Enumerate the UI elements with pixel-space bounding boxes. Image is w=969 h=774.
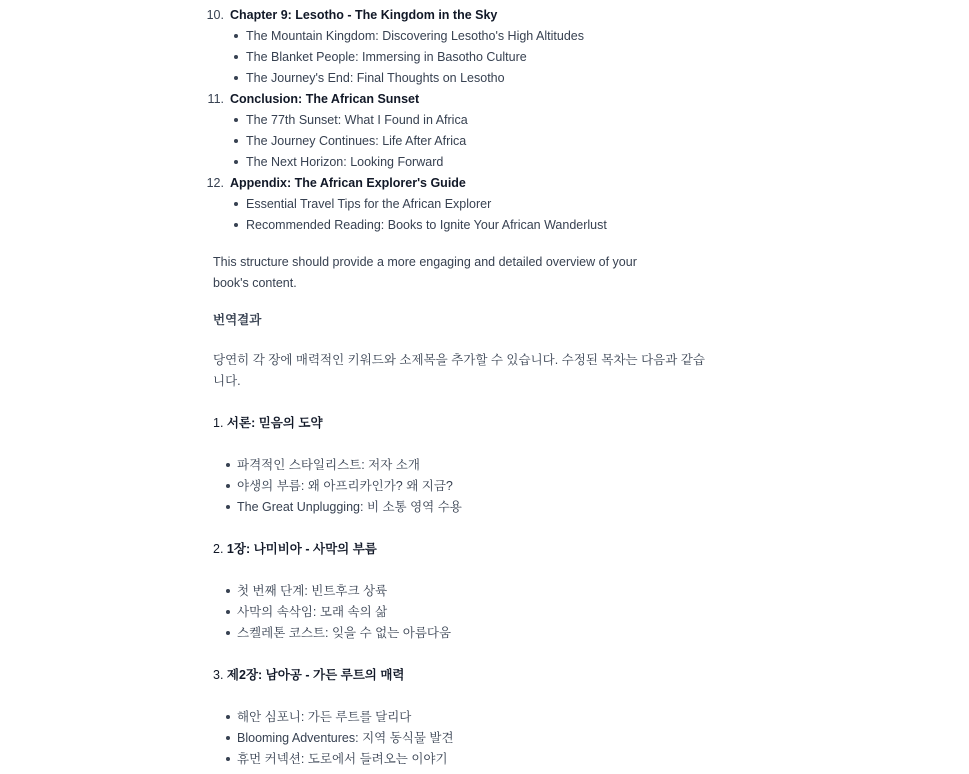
outline-subitem bbox=[0, 194, 969, 215]
outline-subitem bbox=[0, 215, 969, 236]
subitem-text: Essential Travel Tips for the African Explorer bbox=[246, 197, 492, 211]
bullet bbox=[226, 736, 230, 740]
bullet bbox=[234, 139, 238, 143]
subitem-text: Blooming Adventures: 지역 동식물 발견 bbox=[237, 731, 454, 745]
bullet bbox=[226, 484, 230, 488]
chapter-title: Conclusion: The African Sunset bbox=[230, 92, 420, 106]
bullet bbox=[234, 55, 238, 59]
subitem-text: 휴먼 커넥션: 도로에서 들려오는 이야기 bbox=[237, 752, 448, 766]
chapter-title: 제2장: 남아공 - 가든 루트의 매력 bbox=[226, 668, 405, 682]
outline-subitem bbox=[0, 707, 969, 728]
subitem-text: Recommended Reading: Books to Ignite Your African Wanderlust bbox=[246, 218, 607, 232]
outline-subitem bbox=[0, 602, 969, 623]
chapter-title: 서론: 믿음의 도약 bbox=[226, 416, 323, 430]
chapter-number: 10. bbox=[206, 8, 224, 22]
outline-chapter bbox=[213, 665, 404, 686]
outline-subitem bbox=[0, 581, 969, 602]
chapter-number: 3. bbox=[213, 668, 224, 682]
outline-subitem bbox=[0, 68, 969, 89]
bullet bbox=[234, 118, 238, 122]
outline-subitem bbox=[0, 749, 969, 770]
bullet bbox=[226, 715, 230, 719]
bullet bbox=[226, 610, 230, 614]
outline-subitem bbox=[0, 131, 969, 152]
outline-subitem bbox=[0, 455, 969, 476]
chapter-number: 12. bbox=[206, 176, 224, 190]
outline-chapter bbox=[0, 89, 969, 110]
outline-subitem bbox=[0, 497, 969, 518]
subitem-text: 스켈레톤 코스트: 잊을 수 없는 아름다움 bbox=[237, 626, 452, 640]
subitem-text: The Journey Continues: Life After Africa bbox=[246, 134, 467, 148]
subitem-text: The Next Horizon: Looking Forward bbox=[246, 155, 444, 169]
outline-subitem bbox=[0, 476, 969, 497]
outline-subitem bbox=[0, 110, 969, 131]
chapter-number: 11. bbox=[207, 92, 224, 106]
chapter-title: Appendix: The African Explorer's Guide bbox=[230, 176, 466, 190]
bullet bbox=[234, 202, 238, 206]
subitem-text: The Mountain Kingdom: Discovering Lesotho's High Altitudes bbox=[246, 29, 584, 43]
subitem-text: 첫 번째 단계: 빈트후크 상륙 bbox=[237, 584, 388, 598]
outline-subitem bbox=[0, 47, 969, 68]
bullet bbox=[226, 463, 230, 467]
bullet bbox=[234, 223, 238, 227]
bullet bbox=[234, 160, 238, 164]
outline-subitem bbox=[0, 152, 969, 173]
bullet bbox=[226, 505, 230, 509]
subitem-text: The Great Unplugging: 비 소통 영역 수용 bbox=[237, 500, 462, 514]
translation-intro: 당연히 각 장에 매력적인 키워드와 소제목을 추가할 수 있습니다. 수정된 목차는 다음과 같습니다. bbox=[213, 353, 705, 388]
subitem-text: The Journey's End: Final Thoughts on Lesotho bbox=[246, 71, 505, 85]
outline-chapter bbox=[213, 539, 377, 560]
bullet bbox=[226, 757, 230, 761]
bullet bbox=[226, 589, 230, 593]
subitem-text: The 77th Sunset: What I Found in Africa bbox=[246, 113, 468, 127]
subitem-text: 해안 심포니: 가든 루트를 달리다 bbox=[237, 710, 412, 724]
bullet bbox=[226, 631, 230, 635]
outline-chapter bbox=[213, 413, 323, 434]
outline-chapter bbox=[0, 5, 969, 26]
bullet bbox=[234, 76, 238, 80]
chapter-number: 1. bbox=[213, 416, 224, 430]
subitem-text: 야생의 부름: 왜 아프리카인가? 왜 지금? bbox=[237, 479, 453, 493]
chapter-number: 2. bbox=[213, 542, 224, 556]
outline-subitem bbox=[0, 623, 969, 644]
chapter-title: Chapter 9: Lesotho - The Kingdom in the Sky bbox=[230, 8, 498, 22]
outline-subitem bbox=[0, 728, 969, 749]
translation-label: 번역결과 bbox=[213, 313, 262, 327]
subitem-text: 파격적인 스타일리스트: 저자 소개 bbox=[237, 458, 420, 472]
subitem-text: The Blanket People: Immersing in Basotho Culture bbox=[246, 50, 527, 64]
bullet bbox=[234, 34, 238, 38]
chapter-title: 1장: 나미비아 - 사막의 부름 bbox=[226, 542, 377, 556]
outline-subitem bbox=[0, 26, 969, 47]
outline-chapter bbox=[0, 173, 969, 194]
subitem-text: 사막의 속삭임: 모래 속의 삶 bbox=[237, 605, 388, 619]
summary-paragraph: This structure should provide a more engaging and detailed overview of your book's content. bbox=[213, 255, 637, 290]
